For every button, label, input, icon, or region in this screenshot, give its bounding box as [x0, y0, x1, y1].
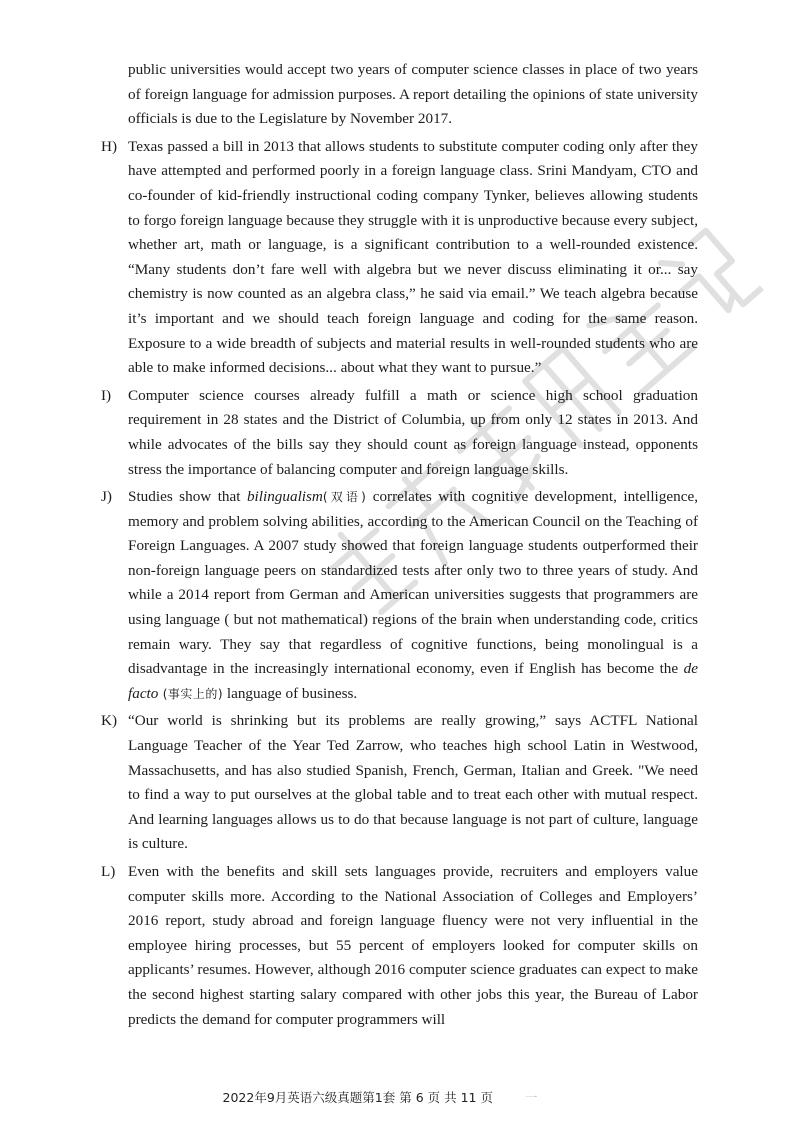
paragraph-i — [101, 384, 698, 482]
paragraph-l — [101, 860, 698, 1032]
paragraph-label: H) — [101, 137, 118, 155]
paragraph-text: Computer science courses already fulfill a math or science high school graduation requirement in 28 states and the District of Columbia, up from only 12 states in 2013. And while advocates of the bills say they should count as foreign language instead, opponents stress the importance of balancing computer and foreign language skills. — [128, 386, 698, 478]
page-footer — [0, 1088, 800, 1106]
paragraph-j — [101, 485, 698, 706]
paragraph-text: public universities would accept two years of computer science classes in place of two years of foreign language for admission purposes. A report detailing the opinions of state university officials is due to the Legislature by November 2017. — [128, 61, 698, 128]
paragraph-label: I) — [101, 386, 112, 404]
footer-page-info: 2022年9月英语六级真题第1套 第 6 页 共 11 页 — [222, 1090, 493, 1105]
term-bilingualism: bilingualism — [246, 488, 323, 506]
paragraph-text: “Our world is shrinking but its problems are really growing,” says ACTFL National Language Teacher of the Year Ted Zarrow, who teaches high school Latin in Westwood, Massachusetts, and has also studied Spanish, French, German, Italian and Greek. "We need to find a way to put ourselves at the global table and to treat each other with mutual respect. And learning languages allows us to do that because language is not part of culture, language is culture. — [128, 712, 698, 853]
paragraph-h — [101, 135, 698, 381]
document-body — [101, 58, 698, 1032]
term-de-facto: de facto — [128, 660, 698, 702]
paragraph-text: language of business. — [223, 684, 358, 702]
paragraph-label: K) — [101, 712, 118, 730]
paragraph-label: L) — [101, 863, 116, 880]
paragraph-text: Studies show that — [128, 488, 247, 506]
chinese-gloss: (事实上的) — [158, 686, 224, 701]
paragraph-k — [101, 709, 698, 857]
footer-trailing-mark: 一 — [524, 1090, 538, 1105]
paragraph-intro-continuation — [128, 58, 698, 132]
paragraph-text: Texas passed a bill in 2013 that allows students to substitute computer coding only after they have attempted and performed poorly in a foreign language class. Srini Mandyam, CTO and co-founder of kid-friendly instructional coding company Tynker, believes allowing students to forgo foreign language because they struggle with it is unproductive because every subject, whether art, math or language, is a significant contribution to a well-rounded existence. “Many students don’t fare well with algebra but we never discuss eliminating it or... say chemistry is now counted as an algebra class,” he said via email.” We teach algebra because it’s important and we should teach foreign language and coding for the same reason. Exposure to a wide breadth of subjects and material results in well-rounded students who are able to make informed decisions... about what they want to pursue.” — [128, 137, 698, 377]
paragraph-label: J) — [101, 488, 112, 506]
paragraph-text: Even with the benefits and skill sets languages provide, recruiters and employers value computer skills more. According to the National Association of Colleges and Employers’ 2016 report, study abroad and foreign language fluency were not very influential in the employee hiring processes, but 55 percent of employers looked for computer skills on applicants’ resumes. However, although 2016 computer science graduates can expect to make the second highest starting salary compared with other jobs this year, the Bureau of Labor predicts the demand for computer programmers will — [128, 863, 698, 1028]
chinese-gloss: (双语) — [322, 490, 367, 505]
paragraph-text: correlates with cognitive development, intelligence, memory and problem solving abilities, according to the American Council on the Teaching of Foreign Languages. A 2007 study showed that foreign language students outperformed their non-foreign language peers on standardized tests after only two to three years of study. And while a 2014 report from German and American universities suggests that programmers are using language ( but not mathematical) regions of the brain when understanding code, critics remain wary. They say that regardless of cognitive functions, being monolingual is a disadvantage in the increasingly international economy, even if English has become the — [128, 488, 698, 678]
